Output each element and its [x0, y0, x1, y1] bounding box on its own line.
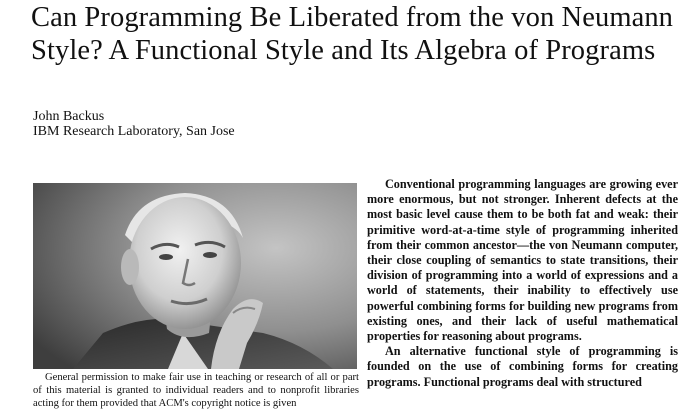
- copyright-caption: [33, 371, 359, 410]
- author-photo: [33, 183, 357, 369]
- abstract: [367, 177, 678, 390]
- author-affiliation: IBM Research Laboratory, San Jose: [33, 124, 235, 139]
- abstract-paragraph: An alternative functional style of programming is founded on the use of combining forms for creating programs. Functional programs deal with structured: [367, 344, 678, 389]
- author-name: John Backus: [33, 109, 105, 124]
- paper-title: Can Programming Be Liberated from the von Neumann Style? A Functional Style and Its Algebra of Programs: [31, 2, 674, 66]
- author-portrait-icon: [33, 183, 357, 369]
- abstract-paragraph: Conventional programming languages are growing ever more enormous, but not stronger. Inherent defects at the most basic level cause them to be both fat and weak: their primitive word-at-a-time style of programming inherited from their common ancestor—the von Neumann computer, their close coupling of semantics to state transitions, their division of programming into a world of expressions and a world of statements, their inability to effectively use powerful combining forms for building new programs from existing ones, and their lack of useful mathematical properties for reasoning about programs.: [367, 177, 678, 344]
- caption-text: General permission to make fair use in teaching or research of all or part of this material is granted to individual readers and to nonprofit libraries acting for them provided that ACM's copyright notice is given: [33, 372, 359, 409]
